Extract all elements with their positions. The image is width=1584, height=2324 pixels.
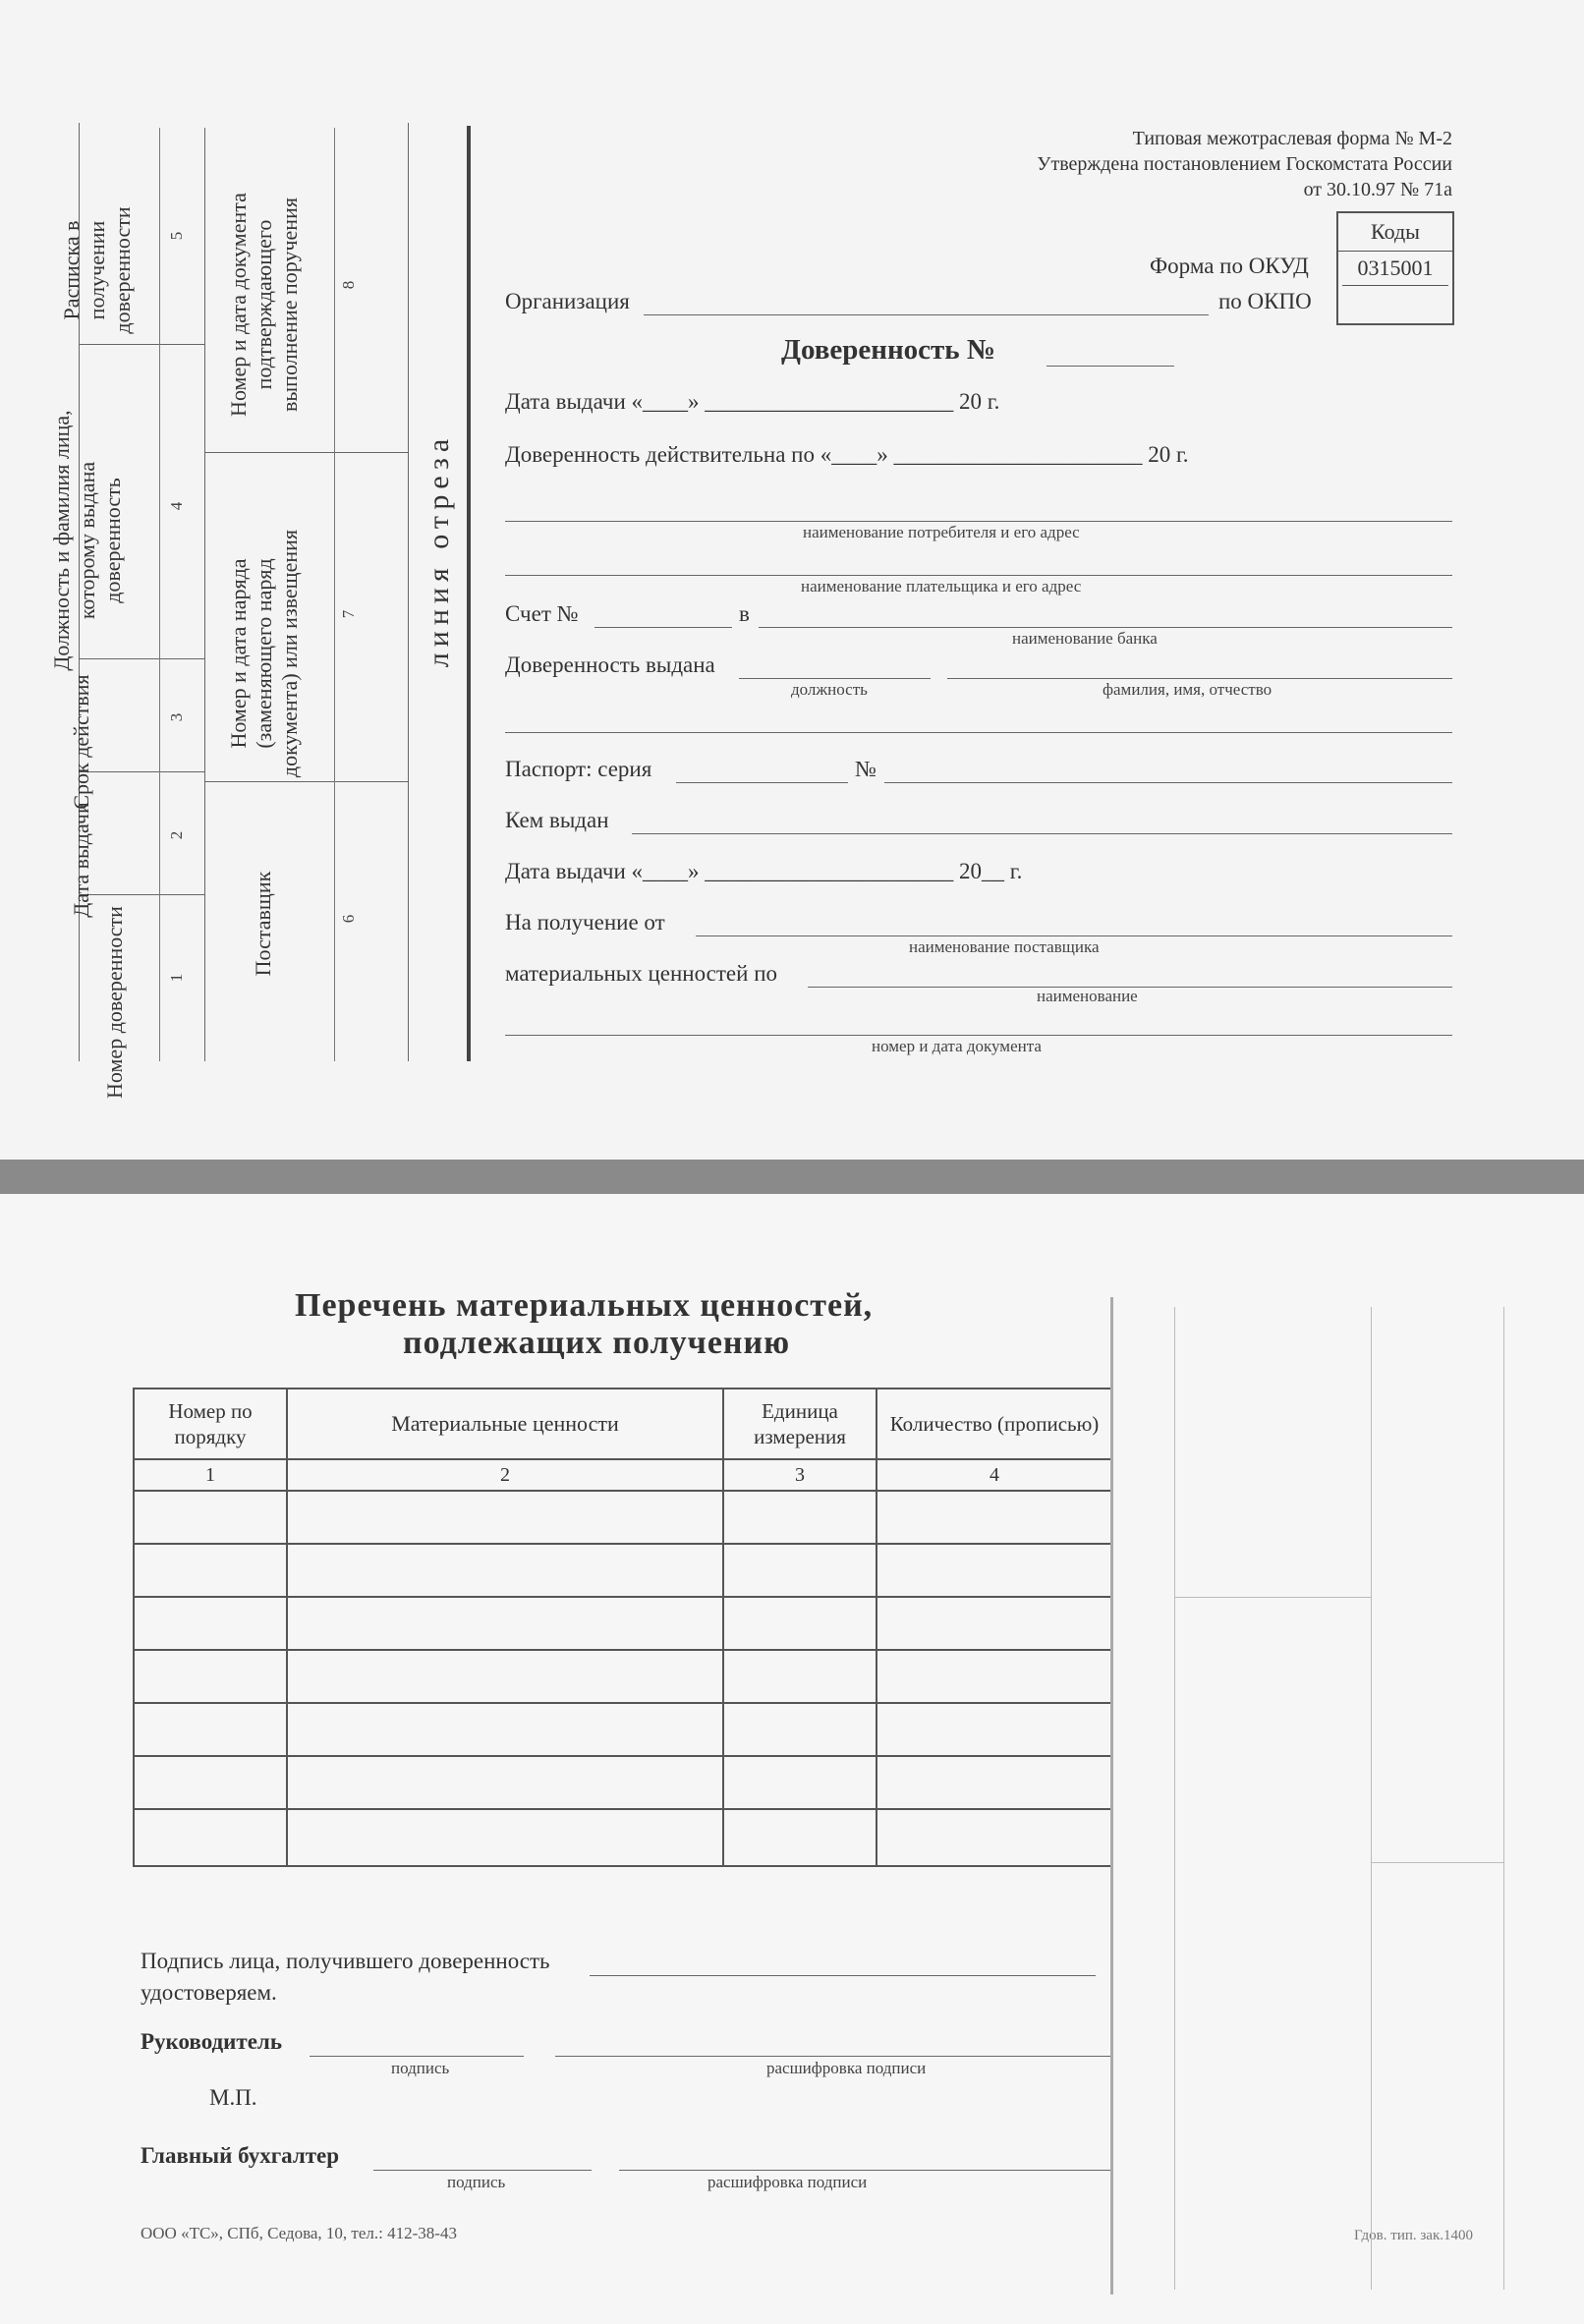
stub-col4-label: Должность и фамилия лица, которому выдана доверенность [49, 410, 125, 671]
head-signature-caption: подпись [391, 2059, 450, 2077]
passport-number-sign: № [855, 757, 877, 781]
head-label: Руководитель [141, 2029, 282, 2054]
top-sheet [0, 0, 1584, 1160]
issue-date: Дата выдачи «____» ______________________ 20 г. [505, 389, 1000, 414]
print-order: Гдов. тип. зак.1400 [1354, 2228, 1473, 2243]
stub-col5-label: Расписка в получении доверенности [59, 206, 135, 334]
supplier-caption: наименование поставщика [909, 937, 1100, 956]
table-row [134, 1809, 1112, 1866]
table-row [134, 1597, 1112, 1650]
stub-col6-label: Поставщик [251, 871, 275, 977]
okud-label: Форма по ОКУД [1150, 254, 1309, 278]
codes-box [1336, 211, 1454, 325]
in-label: в [739, 601, 750, 626]
position-caption: должность [791, 680, 868, 699]
okpo-label: по ОКПО [1218, 289, 1312, 313]
passport-label: Паспорт: серия [505, 757, 652, 781]
stub-col3-num: 3 [167, 712, 186, 722]
accountant-decode-caption: расшифровка подписи [707, 2173, 868, 2191]
list-title-line1: Перечень материальных ценностей, [295, 1287, 874, 1324]
header-number: Номер по порядку [134, 1389, 287, 1459]
scan-gap [0, 1160, 1584, 1194]
column-number-2: 2 [287, 1459, 723, 1491]
column-number-4: 4 [877, 1459, 1112, 1491]
stub-col8-num: 8 [339, 280, 358, 290]
table-row [134, 1756, 1112, 1809]
doc-caption: номер и дата документа [872, 1037, 1042, 1055]
fio-caption: фамилия, имя, отчество [1103, 680, 1273, 699]
stub-col6-num: 6 [339, 914, 358, 924]
accountant-signature-caption: подпись [447, 2173, 506, 2191]
okud-code: 0315001 [1342, 252, 1448, 286]
cut-line [467, 126, 471, 1061]
column-number-3: 3 [723, 1459, 877, 1491]
stub-col3-label: Срок действия [69, 674, 93, 810]
table-row [134, 1544, 1112, 1597]
stub-col2-num: 2 [167, 830, 186, 840]
head-decode-caption: расшифровка подписи [766, 2059, 927, 2077]
signature-text-2: удостоверяем. [141, 1980, 277, 2005]
form-header-line3: от 30.10.97 № 71а [1303, 179, 1452, 200]
form-header [924, 126, 1452, 202]
payer-caption: наименование плательщика и его адрес [801, 577, 1082, 595]
account-label: Счет № [505, 601, 579, 626]
materials-table [133, 1388, 1113, 1867]
header-quantity: Количество (прописью) [877, 1389, 1112, 1459]
receive-from-label: На получение от [505, 910, 665, 935]
name-caption: наименование [1037, 987, 1138, 1005]
form-header-line2: Утверждена постановлением Госкомстата России [1037, 153, 1452, 175]
stub-col7-label: Номер и дата наряда (заменяющего наряд документа) или извещения [226, 529, 302, 778]
stub-col7-num: 7 [339, 609, 358, 619]
table-row [134, 1703, 1112, 1756]
list-title-line2: подлежащих получению [403, 1325, 791, 1361]
chief-accountant-label: Главный бухгалтер [141, 2143, 340, 2168]
stub-col1-num: 1 [167, 973, 186, 983]
org-label: Организация [505, 289, 630, 313]
header-materials: Материальные ценности [287, 1389, 723, 1459]
header-unit: Единица измерения [723, 1389, 877, 1459]
codes-title: Коды [1338, 213, 1452, 252]
stub-col8-label: Номер и дата документа подтверждающего выполнение поручения [226, 193, 302, 417]
issued-to-label: Доверенность выдана [505, 652, 715, 677]
printer-info: ООО «ТС», СПб, Седова, 10, тел.: 412-38-43 [141, 2224, 457, 2242]
issued-by-label: Кем выдан [505, 808, 609, 832]
passport-date: Дата выдачи «____» ______________________ 20__ г. [505, 859, 1023, 883]
consumer-caption: наименование потребителя и его адрес [803, 523, 1080, 541]
doc-title: Доверенность № [781, 334, 996, 366]
materials-by-label: материальных ценностей по [505, 961, 778, 986]
form-header-line1: Типовая межотраслевая форма № М-2 [1132, 128, 1452, 149]
bank-caption: наименование банка [1012, 629, 1158, 648]
bottom-sheet [0, 1194, 1584, 2324]
stub-col1-label: Номер доверенности [102, 906, 127, 1099]
cut-line-label: линия отреза [423, 432, 455, 668]
stub-col4-num: 4 [167, 501, 186, 511]
table-row [134, 1650, 1112, 1703]
stub-col5-num: 5 [167, 231, 186, 241]
stamp-label: М.П. [209, 2085, 257, 2110]
signature-text-1: Подпись лица, получившего доверенность [141, 1949, 550, 1973]
stub-col2-label: Дата выдачи [69, 802, 93, 918]
table-row [134, 1491, 1112, 1544]
valid-until: Доверенность действительна по «____» ______________________ 20 г. [505, 442, 1189, 467]
column-number-1: 1 [134, 1459, 287, 1491]
